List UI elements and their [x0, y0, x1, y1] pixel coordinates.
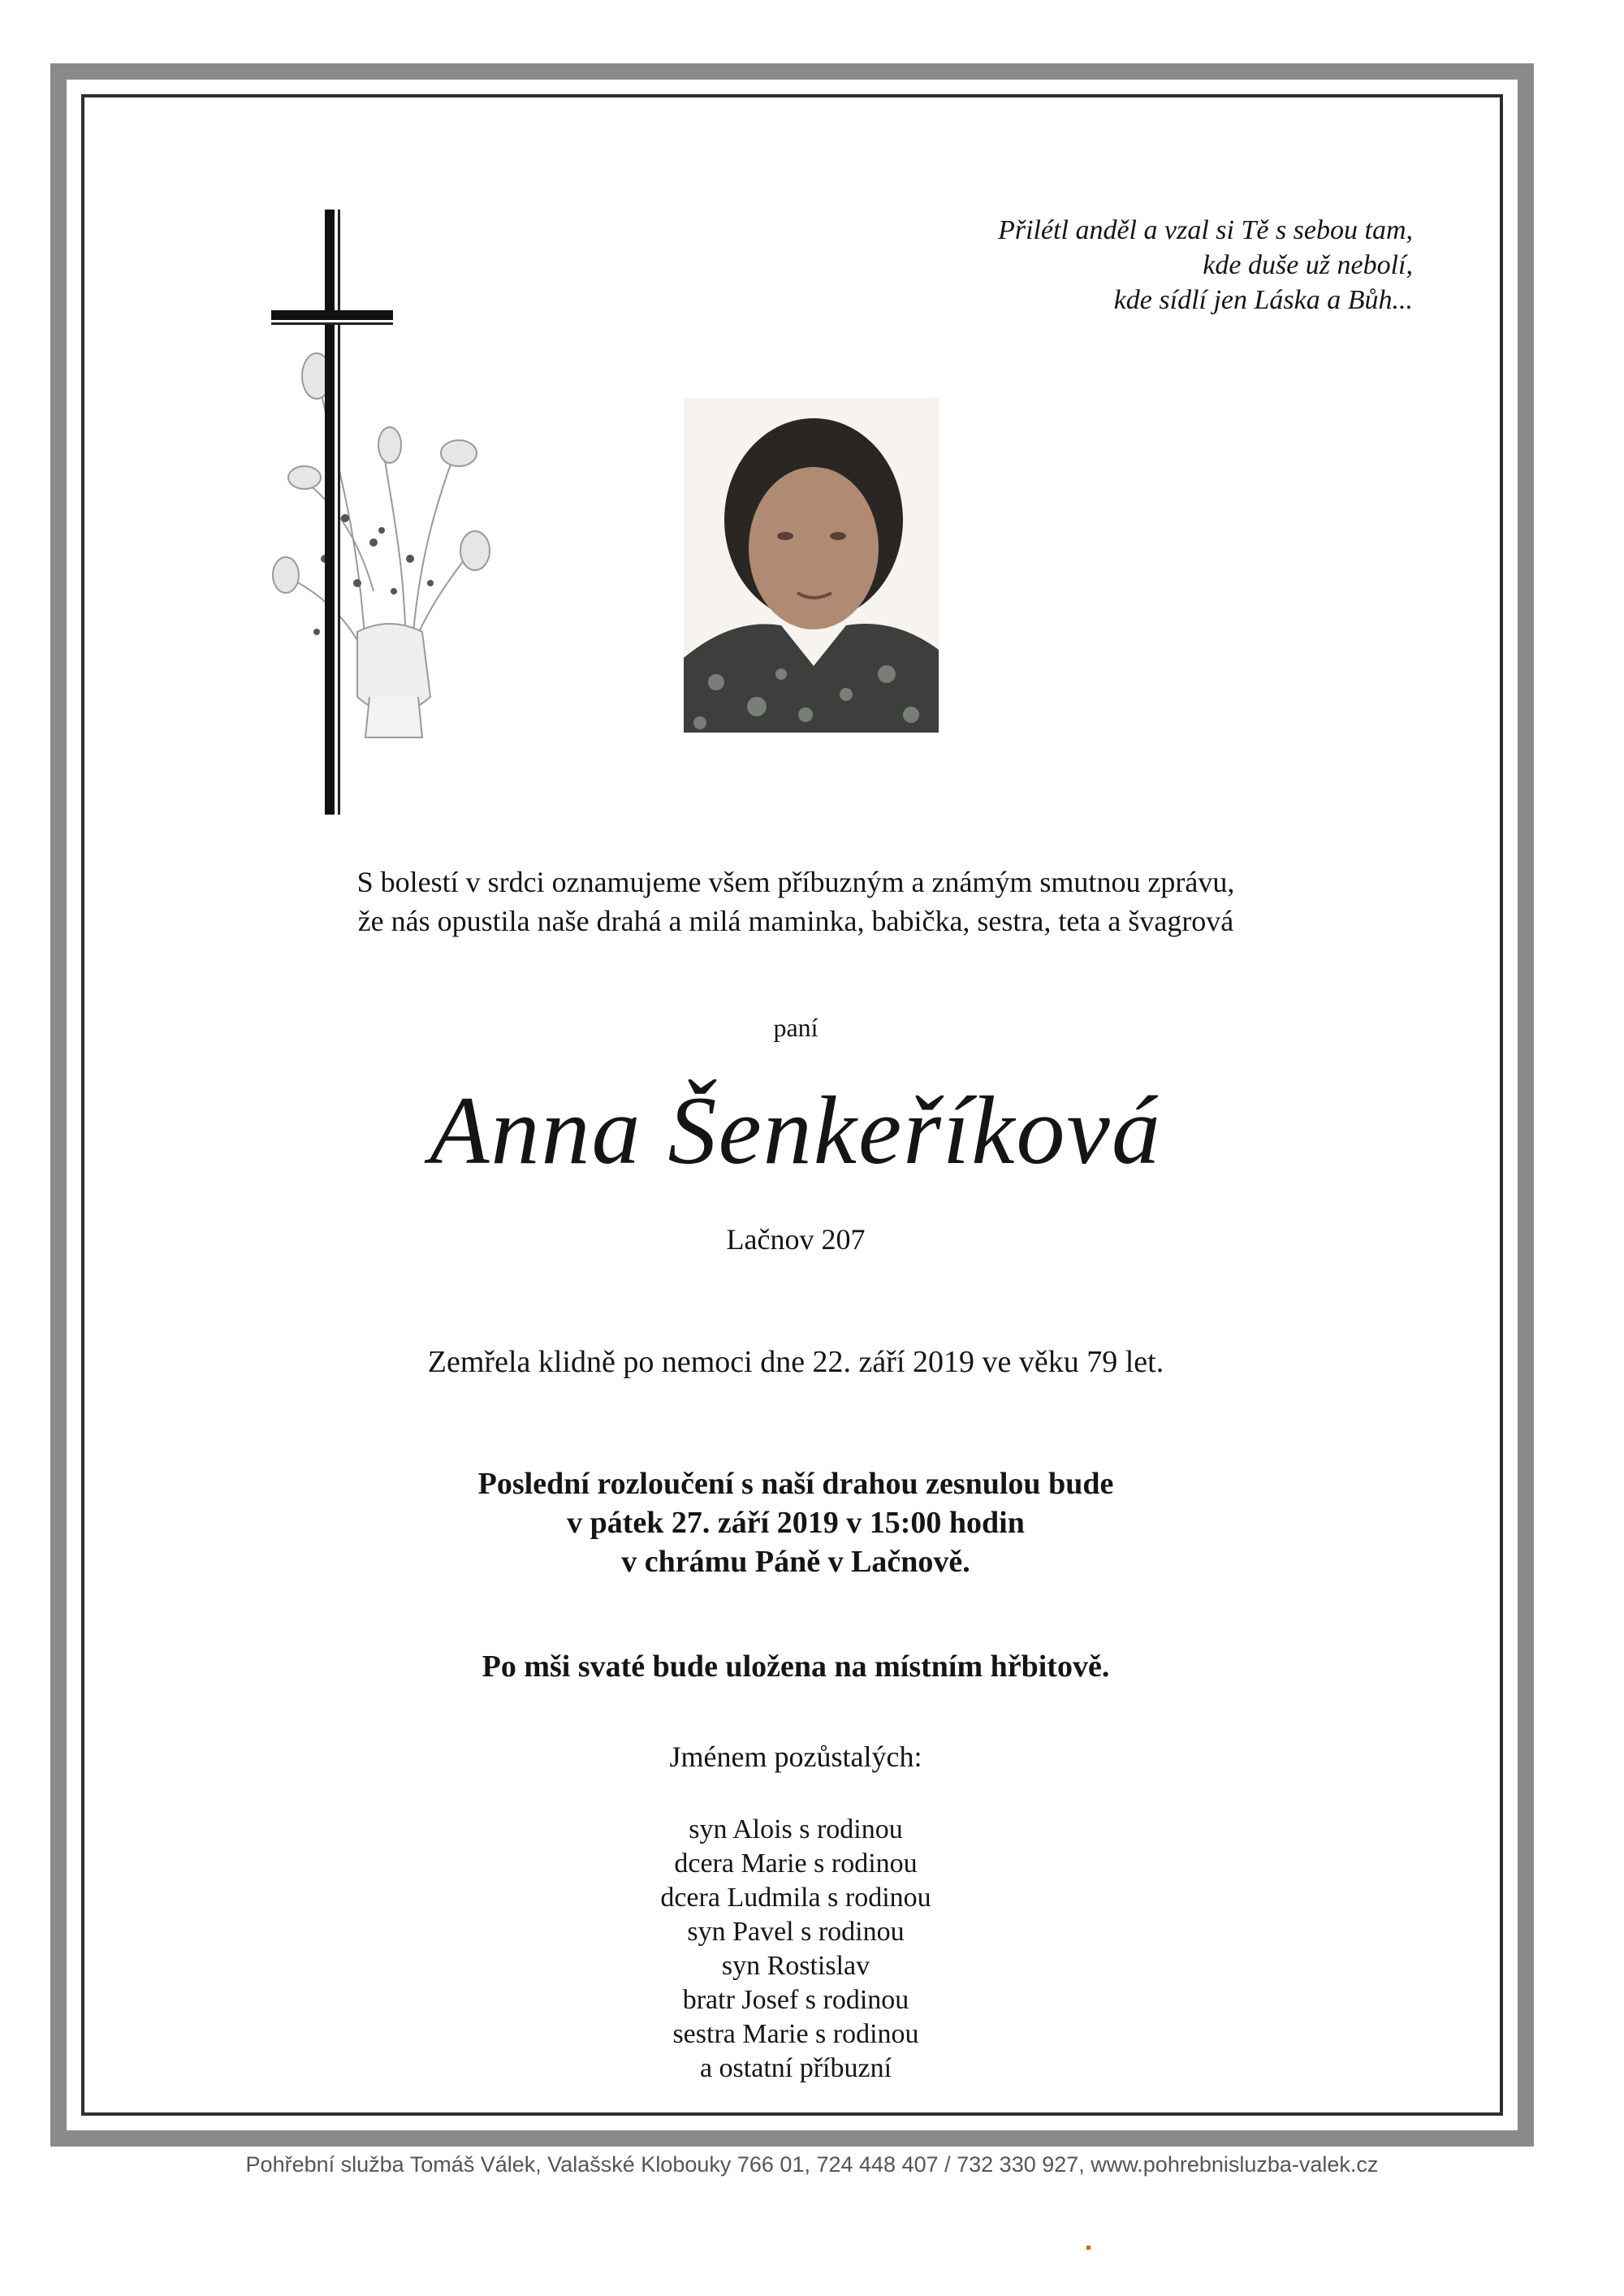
cross-icon [268, 210, 528, 815]
farewell-line: v chrámu Páně v Lačnově. [621, 1545, 970, 1579]
list-item: a ostatní příbuzní [699, 2053, 892, 2083]
deceased-name: Anna Šenkeříková [430, 1076, 1162, 1184]
portrait-photo [684, 398, 939, 733]
list-item: syn Alois s rodinou [689, 1814, 903, 1844]
verse-line: Přilétl anděl a vzal si Tě s sebou tam, [998, 215, 1413, 245]
list-item: syn Rostislav [721, 1951, 870, 1981]
mourners-label: Jménem pozůstalých: [669, 1740, 922, 1773]
intro-line: S bolestí v srdci oznamujeme všem příbuzným a známým smutnou zprávu, [356, 866, 1235, 898]
death-notice: Zemřela klidně po nemoci dne 22. září 2019 ve věku 79 let. [427, 1345, 1164, 1379]
poem-verse [885, 213, 1413, 318]
list-item: sestra Marie s rodinou [672, 2019, 919, 2049]
announcement-intro [106, 863, 1486, 940]
lily-bouquet-illustration [273, 353, 490, 737]
mourners-list [106, 1813, 1486, 2086]
verse-line: kde sídlí jen Láska a Bůh... [1113, 285, 1413, 315]
farewell-info [106, 1464, 1486, 1581]
farewell-line: v pátek 27. září 2019 v 15:00 hodin [567, 1506, 1025, 1540]
list-item: bratr Josef s rodinou [682, 1985, 909, 2015]
burial-info: Po mši svaté bude uložena na místním hřbitově. [482, 1650, 1110, 1684]
intro-line: že nás opustila naše drahá a milá maminka, babička, sestra, teta a švagrová [357, 905, 1234, 937]
funeral-service-footer: Pohřební služba Tomáš Válek, Valašské Klobouky 766 01, 724 448 407 / 732 330 927, www.pohrebnisluzba-valek.cz [245, 2152, 1379, 2177]
title-prefix: paní [773, 1013, 818, 1042]
cross-with-lilies [268, 210, 528, 815]
farewell-line: Poslední rozloučení s naší drahou zesnulou bude [477, 1467, 1114, 1501]
list-item: syn Pavel s rodinou [687, 1917, 905, 1947]
scan-speck [1086, 2246, 1091, 2250]
address: Lačnov 207 [726, 1223, 866, 1256]
list-item: dcera Ludmila s rodinou [660, 1883, 931, 1913]
verse-line: kde duše už nebolí, [1203, 250, 1413, 280]
list-item: dcera Marie s rodinou [674, 1848, 918, 1879]
